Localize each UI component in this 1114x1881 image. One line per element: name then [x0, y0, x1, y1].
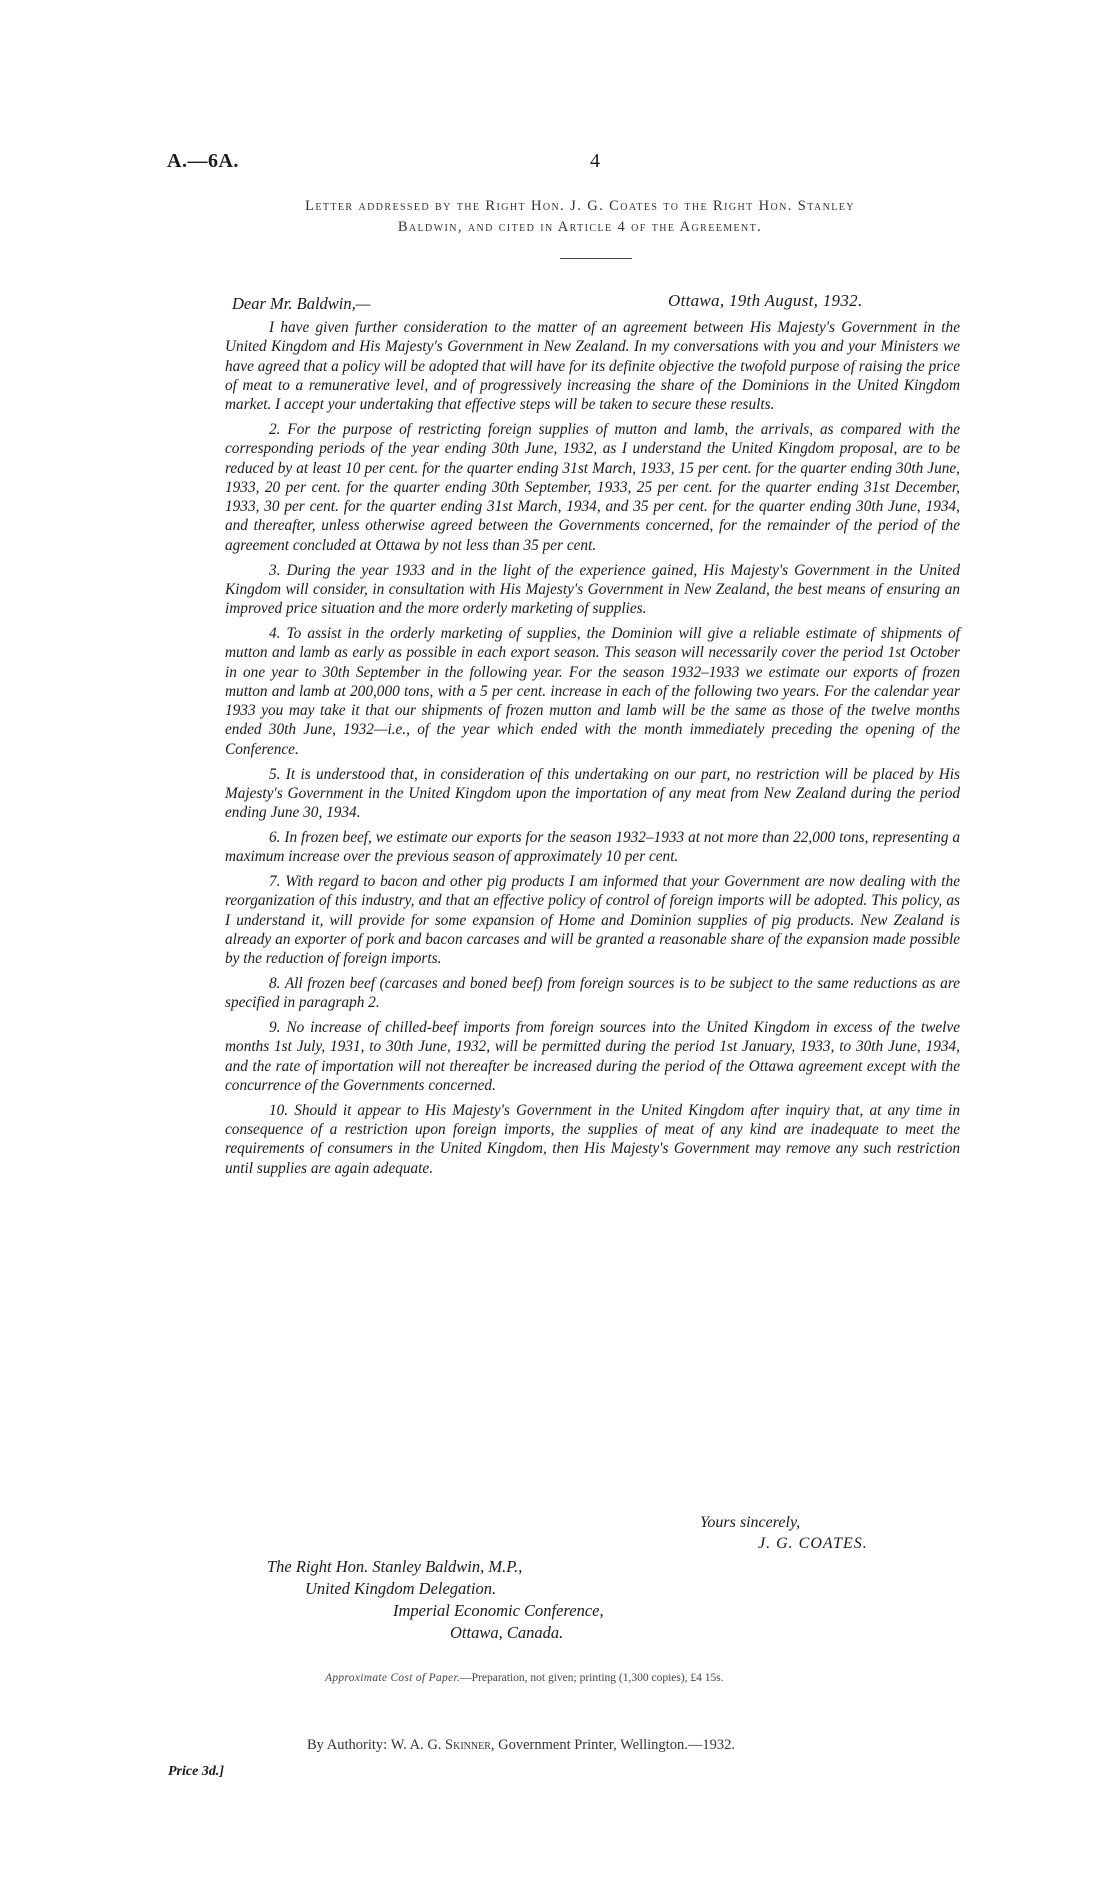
addressee-line-3: Imperial Economic Conference, — [393, 1601, 604, 1620]
letter-date: Ottawa, 19th August, 1932. — [668, 291, 863, 310]
page-number: 4 — [590, 150, 600, 172]
paragraph-8: 8. All frozen beef (carcases and boned beef) from foreign sources is to be subject to the same reductions as are specified in paragraph 2. — [225, 975, 960, 1012]
paragraph-5: 5. It is understood that, in consideration of this undertaking on our part, no restriction will be placed by His Majesty's Government in the United Kingdom upon the importation of any meat from New Zealand during the period ending June 30, 1934. — [225, 765, 960, 822]
document-reference: A.—6A. — [167, 150, 239, 172]
paragraph-4: 4. To assist in the orderly marketing of supplies, the Dominion will give a reliable estimate of shipments of mutton and lamb as early as possible in each export season. This season will necessarily cover the period 1st October in one year to 30th September in the following year. For the season 1932–1933 we estimate our exports of frozen mutton and lamb at 200,000 tons, with a 5 per cent. increase in each of the following two years. For the calendar year 1933 you may take it that our shipments of frozen mutton and lamb will be the same as those of the twelve months ended 30th June, 1932—i.e., of the year which ended with the month immediately preceding the opening of the Conference. — [225, 624, 960, 758]
price-note: Price 3d.] — [168, 1764, 224, 1779]
authority-suffix: , Government Printer, Wellington.—1932. — [490, 1737, 735, 1753]
letter-heading — [215, 196, 945, 238]
cost-label: Approximate Cost of Paper. — [325, 1672, 461, 1684]
cost-note — [325, 1672, 724, 1684]
addressee-line-1: The Right Hon. Stanley Baldwin, M.P., — [267, 1557, 523, 1576]
paragraph-7: 7. With regard to bacon and other pig products I am informed that your Government are now dealing with the reorganization of this industry, and that an effective policy of control of foreign imports will be adopted. This policy, as I understand it, will provide for some expansion of Home and Dominion supplies of pig products. New Zealand is already an exporter of pork and bacon carcases and will be granted a reasonable share of the expansion made possible by the reduction of foreign imports. — [225, 873, 960, 968]
heading-divider — [560, 258, 632, 259]
paragraph-10: 10. Should it appear to His Majesty's Government in the United Kingdom after inquiry that, at any time in consequence of a restriction upon foreign imports, the supplies of meat of any kind are inadequate to meet the requirements of consumers in the United Kingdom, then His Majesty's Government may remove any such restriction until supplies are again adequate. — [225, 1101, 960, 1177]
paragraph-2: 2. For the purpose of restricting foreign supplies of mutton and lamb, the arrivals, as compared with the corresponding periods of the year ending 30th June, 1932, as I understand the United Kingdom proposal, are to be reduced by at least 10 per cent. for the quarter ending 31st March, 1933, 15 per cent. for the quarter ending 30th June, 1933, 20 per cent. for the quarter ending 30th September, 1933, 25 per cent. for the quarter ending 31st December, 1933, 30 per cent. for the quarter ending 31st March, 1934, and 35 per cent. for the quarter ending 30th June, 1934, and thereafter, unless otherwise agreed between the Governments concerned, for the remainder of the period of the agreement concluded at Ottawa by not less than 35 per cent. — [225, 420, 960, 554]
addressee-line-4: Ottawa, Canada. — [450, 1623, 564, 1642]
signature: J. G. COATES. — [758, 1535, 868, 1552]
addressee-block — [267, 1556, 604, 1644]
letter-body — [225, 318, 960, 1183]
cost-text: —Preparation, not given; printing (1,300 copies), £4 15s. — [460, 1672, 724, 1684]
heading-line-2: Baldwin, and cited in Article 4 of the Agreement. — [397, 219, 763, 235]
authority-prefix: By Authority: — [307, 1737, 388, 1753]
heading-line-1: Letter addressed by the Right Hon. J. G. Coates to the Right Hon. Stanley — [305, 198, 855, 214]
closing-phrase: Yours sincerely, — [700, 1514, 801, 1531]
printer-authority — [307, 1737, 735, 1754]
paragraph-1: I have given further consideration to the matter of an agreement between His Majesty's Government in the United Kingdom and His Majesty's Government in New Zealand. In my conversations with you and your Ministers we have agreed that a policy will be adopted that will have for its definite objective the twofold purpose of raising the price of meat to a remunerative level, and of progressively increasing the share of the Dominions in the United Kingdom market. I accept your undertaking that effective steps will be taken to secure these results. — [225, 319, 960, 414]
paragraph-9: 9. No increase of chilled-beef imports from foreign sources into the United Kingdom in excess of the twelve months 1st July, 1931, to 30th June, 1932, will be permitted during the period 1st January, 1933, to 30th June, 1934, and the rate of importation will not thereafter be increased during the period of the Ottawa agreement except with the concurrence of the Governments concerned. — [225, 1019, 960, 1094]
paragraph-3: 3. During the year 1933 and in the light of the experience gained, His Majesty's Government in the United Kingdom will consider, in consultation with His Majesty's Government in New Zealand, the best means of ensuring an improved price situation and the more orderly marketing of supplies. — [225, 561, 960, 618]
printer-name: W. A. G. Skinner — [390, 1737, 491, 1753]
letter-closing — [700, 1512, 868, 1554]
paragraph-6: 6. In frozen beef, we estimate our exports for the season 1932–1933 at not more than 22,000 tons, representing a maximum increase over the previous season of approximately 10 per cent. — [225, 828, 960, 866]
salutation: Dear Mr. Baldwin,— — [232, 294, 371, 313]
addressee-line-2: United Kingdom Delegation. — [305, 1579, 497, 1598]
